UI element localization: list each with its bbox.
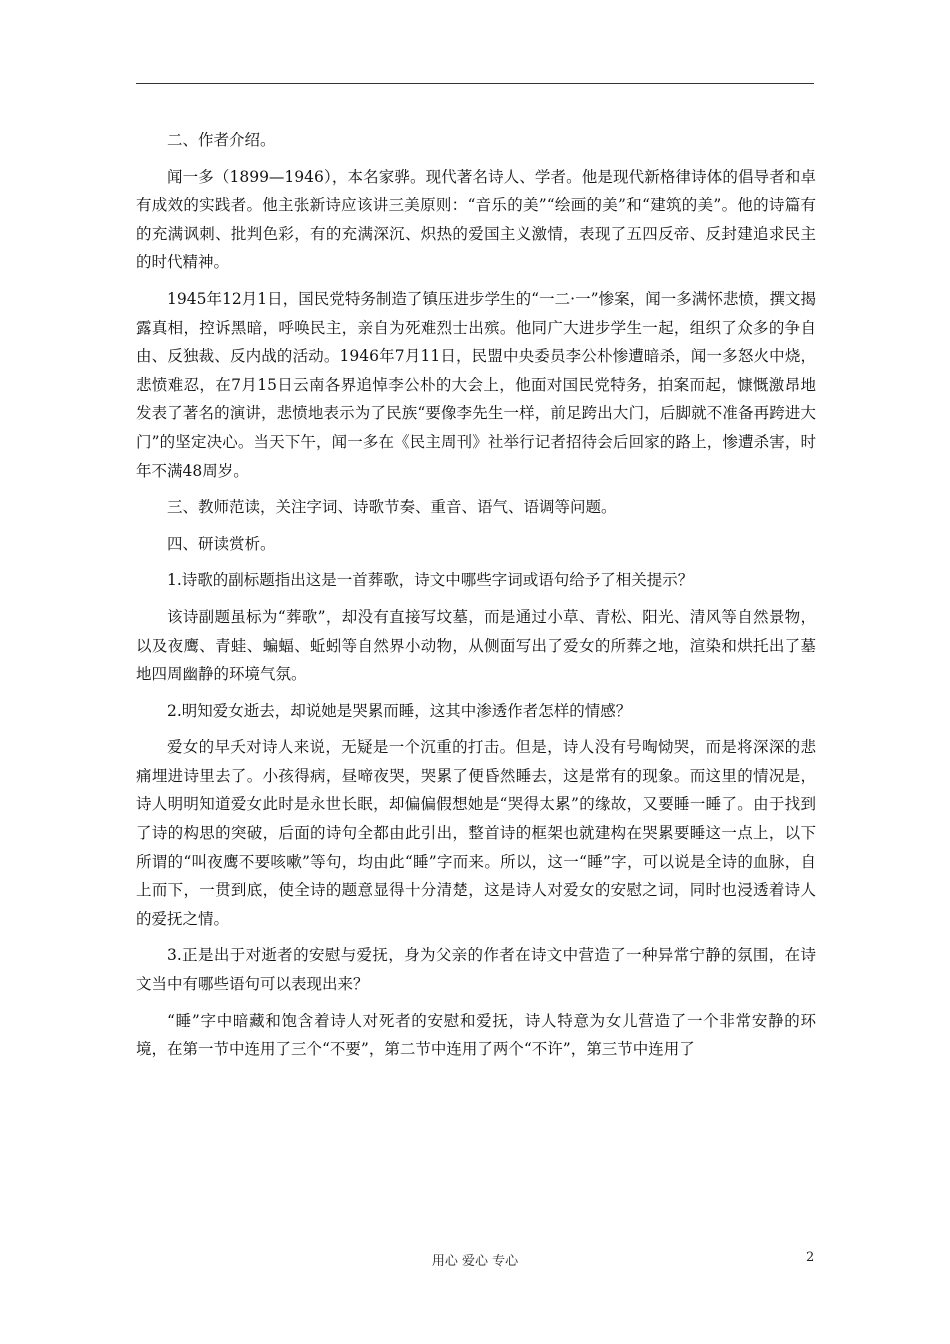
- footer-slogan: 用心 爱心 专心: [431, 1254, 519, 1269]
- question-3: 3.正是出于对逝者的安慰与爱抚，身为父亲的作者在诗文中营造了一种异常宁静的氛围，在诗文当中有哪些语句可以表现出来？: [136, 946, 816, 994]
- answer-1: 该诗副题虽标为“葬歌”，却没有直接写坟墓，而是通过小草、青松、阳光、清风等自然景物，以及夜鹰、青蛙、蝙蝠、蚯蚓等自然界小动物，从侧面写出了爱女的所葬之地，渲染和烘托出了墓地四周幽静的环境气氛。: [136, 607, 816, 684]
- page-number: 2: [806, 1250, 815, 1265]
- paragraph-author-intro: 闻一多（1899—1946），本名家骅。现代著名诗人、学者。他是现代新格律诗体的倡导者和卓有成效的实践者。他主张新诗应该讲三美原则：“音乐的美”“绘画的美”和“建筑的美”。他的诗篇有的充满讽刺、批判色彩，有的充满深沉、炽热的爱国主义激情，表现了五四反帝、反封建追求民主的时代精神。: [136, 167, 816, 272]
- answer-3: “睡”字中暗藏和饱含着诗人对死者的安慰和爱抚，诗人特意为女儿营造了一个非常安静的环境，在第一节中连用了三个“不要”，第二节中连用了两个“不许”，第三节中连用了: [136, 1011, 816, 1059]
- header-rule: [136, 83, 814, 84]
- answer-2: 爱女的早夭对诗人来说，无疑是一个沉重的打击。但是，诗人没有号啕恸哭，而是将深深的悲痛埋进诗里去了。小孩得病，昼啼夜哭，哭累了便昏然睡去，这是常有的现象。而这里的情况是，诗人明明知道爱女此时是永世长眠，却偏偏假想她是“哭得太累”的缘故，又要睡一睡了。由于找到了诗的构思的突破，后面的诗句全都由此引出，整首诗的框架也就建构在哭累要睡这一点上，以下所谓的“叫夜鹰不要咳嗽”等句，均由此“睡”字而来。所以，这一“睡”字，可以说是全诗的血脉，自上而下，一贯到底，使全诗的题意显得十分清楚，这是诗人对爱女的安慰之词，同时也浸透着诗人的爱抚之情。: [136, 738, 816, 928]
- question-2: 2.明知爱女逝去，却说她是哭累而睡，这其中渗透作者怎样的情感？: [167, 701, 632, 720]
- section-heading-analysis: 四、研读赏析。: [167, 534, 276, 553]
- section-heading-author: 二、作者介绍。: [167, 131, 276, 149]
- paragraph-author-history: 1945年12月1日，国民党特务制造了镇压进步学生的“一二·一”惨案，闻一多满怀悲愤，撰文揭露真相，控诉黑暗，呼唤民主，亲自为死难烈士出殡。他同广大进步学生一起，组织了众多的争自由、反独裁、反内战的活动。1946年7月11日，民盟中央委员李公朴惨遭暗杀，闻一多怒火中烧，悲愤难忍，在7月15日云南各界追悼李公朴的大会上，他面对国民党特务，拍案而起，慷慨激昂地发表了著名的演讲，悲愤地表示为了民族“要像李先生一样，前足跨出大门，后脚就不准备再跨进大门”的坚定决心。当天下午，闻一多在《民主周刊》社举行记者招待会后回家的路上，惨遭杀害，时年不满48周岁。: [136, 289, 816, 480]
- document-body: [136, 126, 816, 1072]
- section-heading-reading: 三、教师范读，关注字词、诗歌节奏、重音、语气、语调等问题。: [167, 498, 617, 517]
- question-1: 1.诗歌的副标题指出这是一首葬歌，诗文中哪些字词或语句给予了相关提示？: [167, 571, 694, 590]
